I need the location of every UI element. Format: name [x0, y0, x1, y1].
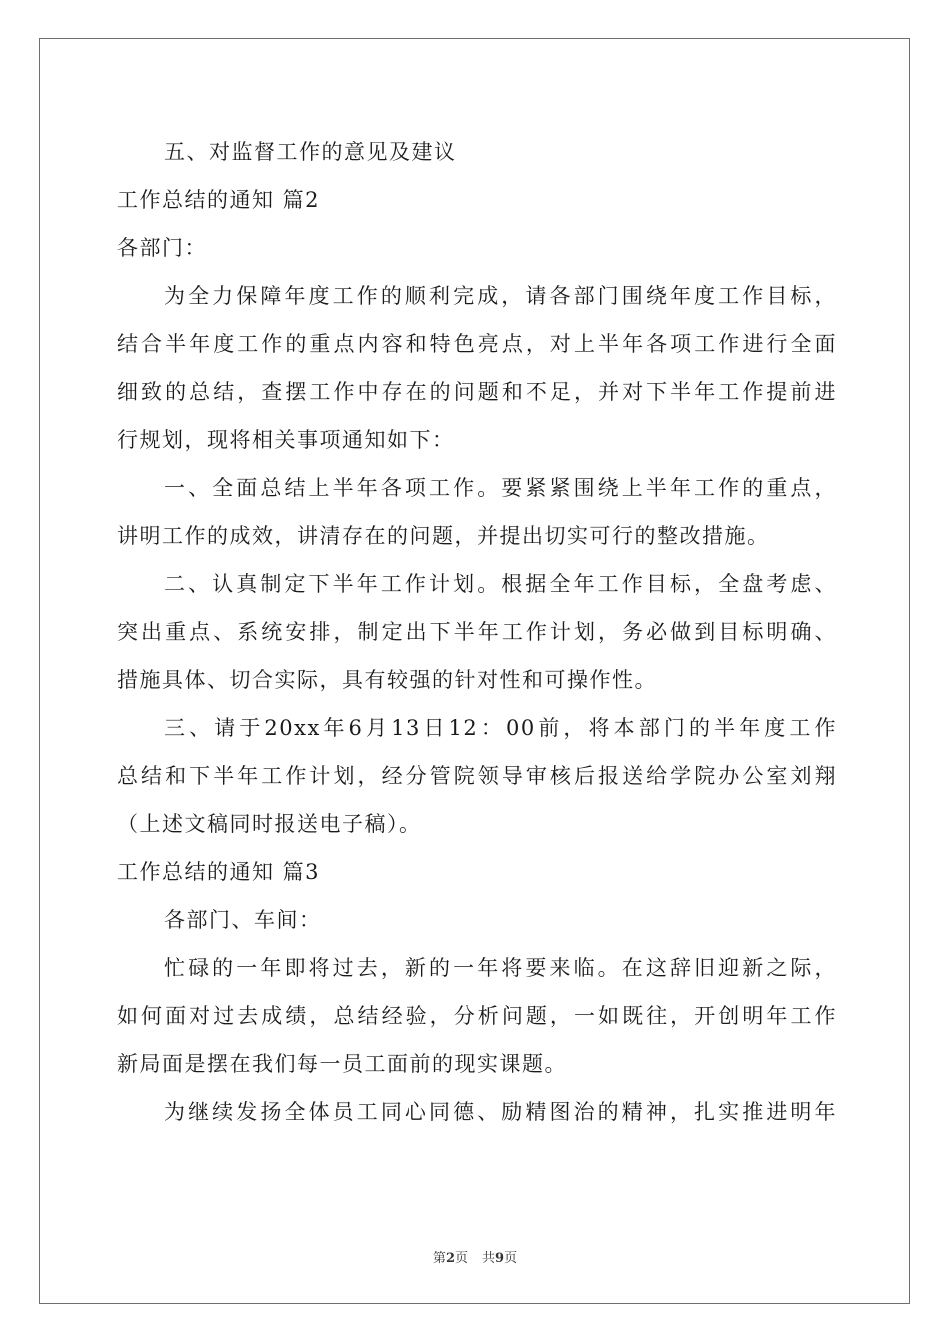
total-suffix: 页 [504, 1251, 518, 1266]
text-line: 工作总结的通知 篇2 [117, 188, 321, 212]
document-body [117, 128, 837, 1136]
page-suffix: 页 [454, 1251, 468, 1266]
total-prefix: 共 [482, 1251, 496, 1266]
text-line: 为全力保障年度工作的顺利完成，请各部门围绕年度工作目标， [164, 284, 837, 308]
text-line: 新局面是摆在我们每一员工面前的现实课题。 [117, 1052, 567, 1076]
text-line: 工作总结的通知 篇3 [117, 860, 321, 884]
total-pages: 9 [495, 1251, 505, 1266]
text-line: 总结和下半年工作计划，经分管院领导审核后报送给学院办公室刘翔 [117, 764, 837, 788]
text-line: 各部门、车间： [164, 908, 322, 932]
page-prefix: 第 [432, 1251, 446, 1266]
text-line: 一、全面总结上半年各项工作。要紧紧围绕上半年工作的重点， [164, 476, 837, 500]
text-line: 行规划，现将相关事项通知如下： [117, 428, 455, 452]
text-line: 三、请于20xx年6月13日12：00前，将本部门的半年度工作 [164, 716, 837, 740]
text-line: 忙碌的一年即将过去，新的一年将要来临。在这辞旧迎新之际， [164, 956, 837, 980]
page-number: 2 [445, 1251, 455, 1266]
text-line: 结合半年度工作的重点内容和特色亮点，对上半年各项工作进行全面 [117, 332, 837, 356]
page-footer [0, 1247, 950, 1266]
text-line: 五、对监督工作的意见及建议 [164, 140, 457, 164]
text-line: 为继续发扬全体员工同心同德、励精图治的精神，扎实推进明年 [164, 1100, 837, 1124]
text-line: 如何面对过去成绩，总结经验，分析问题，一如既往，开创明年工作 [117, 1004, 837, 1028]
text-line: （上述文稿同时报送电子稿）。 [117, 812, 422, 836]
text-line: 二、认真制定下半年工作计划。根据全年工作目标，全盘考虑、 [164, 572, 837, 596]
text-line: 各部门： [117, 236, 207, 260]
text-line: 突出重点、系统安排，制定出下半年工作计划，务必做到目标明确、 [117, 620, 837, 644]
text-line: 讲明工作的成效，讲清存在的问题，并提出切实可行的整改措施。 [117, 524, 770, 548]
text-line: 细致的总结，查摆工作中存在的问题和不足，并对下半年工作提前进 [117, 380, 837, 404]
text-line: 措施具体、切合实际，具有较强的针对性和可操作性。 [117, 668, 657, 692]
